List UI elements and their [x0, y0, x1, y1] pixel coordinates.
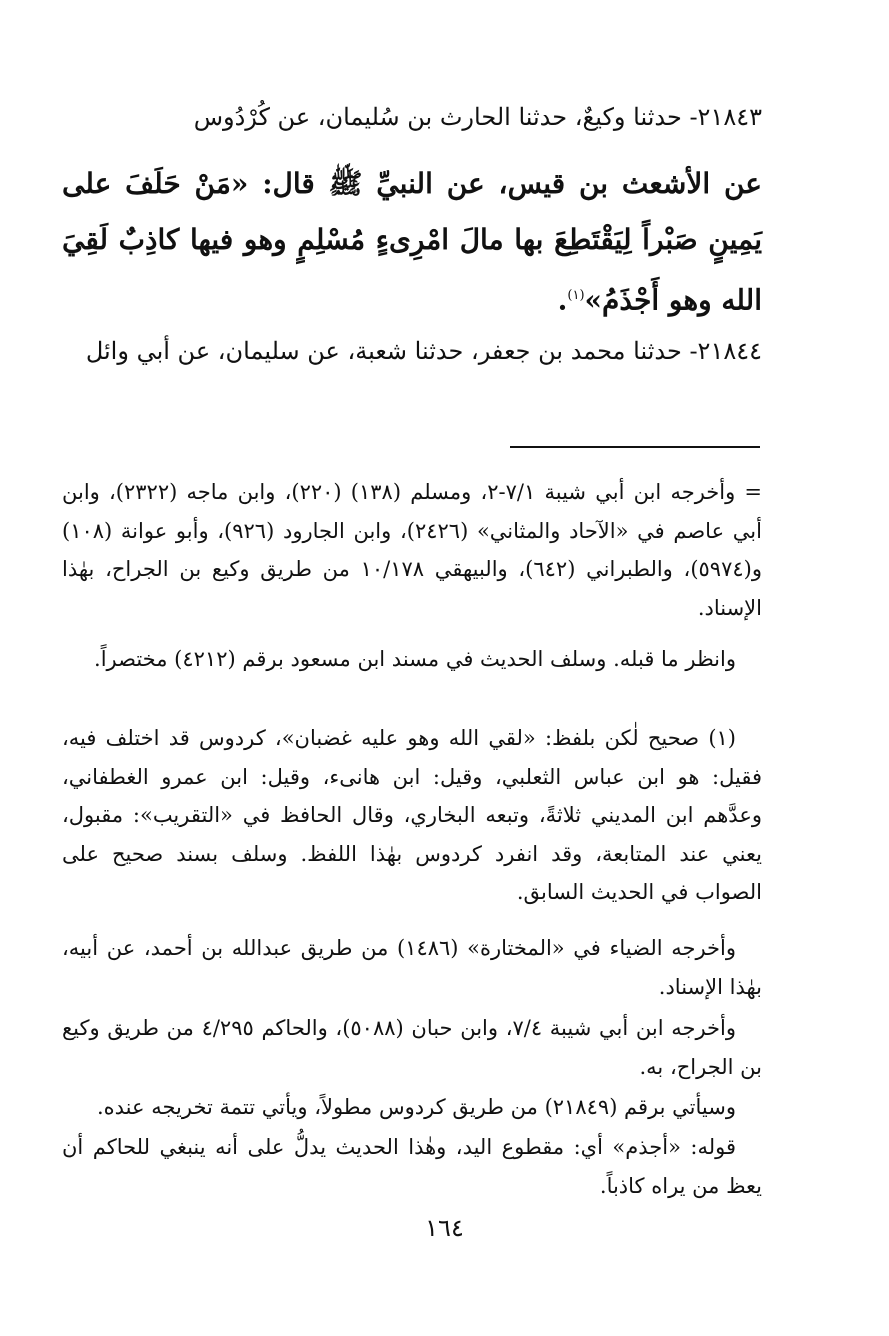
hadith-2843-isnad: ٢١٨٤٣- حدثنا وكيعٌ، حدثنا الحارث بن سُليمان، عن كُرْدُوس [193, 103, 762, 131]
hadith-2843-matn-end: . [557, 283, 568, 317]
footnote-sayati: وسيأتي برقم (٢١٨٤٩) من طريق كردوس مطولاً، ويأتي تتمة تخريجه عنده. [96, 1095, 736, 1119]
footnote-separator [510, 446, 760, 448]
footnote-ref-1: (١) [567, 288, 585, 303]
footnote-see-before: وانظر ما قبله. وسلف الحديث في مسند ابن مسعود برقم (٤٢١٢) مختصراً. [94, 647, 736, 671]
page-number: ١٦٤ [425, 1214, 464, 1242]
footnote-ibn-abi-shayba: وأخرجه ابن أبي شيبة ٧/٤، وابن حبان (٥٠٨٨)، والحاكم ٤/٢٩٥ من طريق وكيع بن الجراح، به. [62, 1016, 762, 1079]
hadith-2843-matn [62, 156, 762, 328]
footnote-continuation: = وأخرجه ابن أبي شيبة ٧/١-٢، ومسلم (١٣٨) (٢٢٠)، وابن ماجه (٢٣٢٢)، وابن أبي عاصم في «الآحاد والمثاني» (٢٤٢٦)، وابن الجارود (٩٢٦)، وأبو عوانة (١٠٨) و(٥٩٧٤)، والطبراني (٦٤٢)، والبيهقي ١٠/١٧٨ من طريق وكيع بن الجراح، بهٰذا الإسناد. [62, 480, 763, 620]
hadith-2844: ٢١٨٤٤- حدثنا محمد بن جعفر، حدثنا شعبة، عن سليمان، عن أبي وائل [85, 337, 762, 365]
footnote-qawluhu: قوله: «أجذم» أي: مقطوع اليد، وهٰذا الحديث يدلُّ على أنه ينبغي للحاكم أن يعظ من يراه كاذباً. [62, 1135, 762, 1198]
footnote-1: (١) صحيح لٰكن بلفظ: «لقي الله وهو عليه غضبان»، كردوس قد اختلف فيه، فقيل: هو ابن عباس الثعلبي، وقيل: ابن هانىء، وقيل: ابن عمرو الغطفاني، وعدَّهم ابن المديني ثلاثةً، وتبعه البخاري، وقال الحافظ في «التقريب»: مقبول، يعني عند المتابعة، وقد انفرد كردوس بهٰذا اللفظ. وسلف بسند صحيح على الصواب في الحديث السابق. [62, 726, 762, 904]
hadith-2843-matn-text: عن الأشعث بن قيس، عن النبيِّ ﷺ قال: «مَنْ حَلَفَ على يَمِينٍ صَبْراً لِيَقْتَطِعَ بها مالَ امْرِىءٍ مُسْلِمٍ وهو فيها كاذِبٌ لَقِيَ الله وهو أَجْذَمُ» [62, 167, 762, 317]
footnote-diya: وأخرجه الضياء في «المختارة» (١٤٨٦) من طريق عبدالله بن أحمد، عن أبيه، بهٰذا الإسناد. [62, 936, 762, 999]
